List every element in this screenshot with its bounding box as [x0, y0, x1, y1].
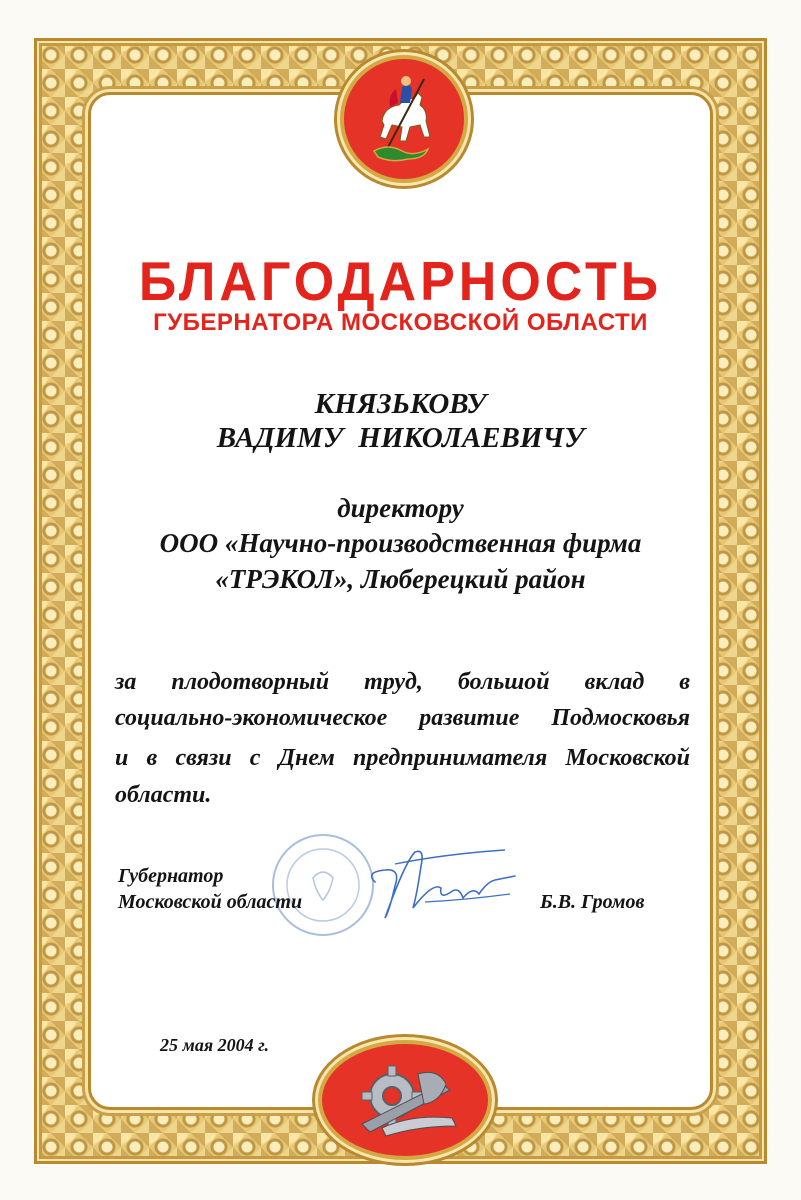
recipient-surname: КНЯЗЬКОВУ: [314, 388, 487, 420]
recipient-role: директору: [337, 493, 464, 523]
handwritten-signature: [355, 842, 525, 927]
st-george-coat-of-arms-icon: [340, 55, 468, 183]
recipient-company-line2: «ТРЭКОЛ», Люберецкий район: [215, 564, 586, 594]
recipient-name: ВАДИМУ НИКОЛАЕВИЧУ: [216, 422, 585, 454]
body-text-line: за плодотворный труд, большой вклад в: [115, 669, 690, 695]
certificate-subtitle: ГУБЕРНАТОРА МОСКОВСКОЙ ОБЛАСТИ: [153, 309, 648, 336]
signatory-name: Б.В. Громов: [540, 891, 645, 913]
signatory-title-line1: Губернатор: [118, 865, 224, 887]
recipient-company-line1: ООО «Научно-производственная фирма: [159, 528, 642, 558]
signatory-title-line2: Московской области: [118, 891, 303, 913]
body-text-line: и в связи с Днем предпринимателя Московской: [115, 745, 690, 771]
industry-gear-emblem-icon: [318, 1040, 492, 1160]
body-text-line: социально-экономическое развитие Подмосковья: [115, 705, 690, 731]
certificate-body-panel: [88, 92, 713, 1110]
body-text-line: области.: [115, 782, 212, 808]
certificate-title: БЛАГОДАРНОСТЬ: [138, 251, 663, 313]
issue-date: 25 мая 2004 г.: [160, 1035, 270, 1055]
